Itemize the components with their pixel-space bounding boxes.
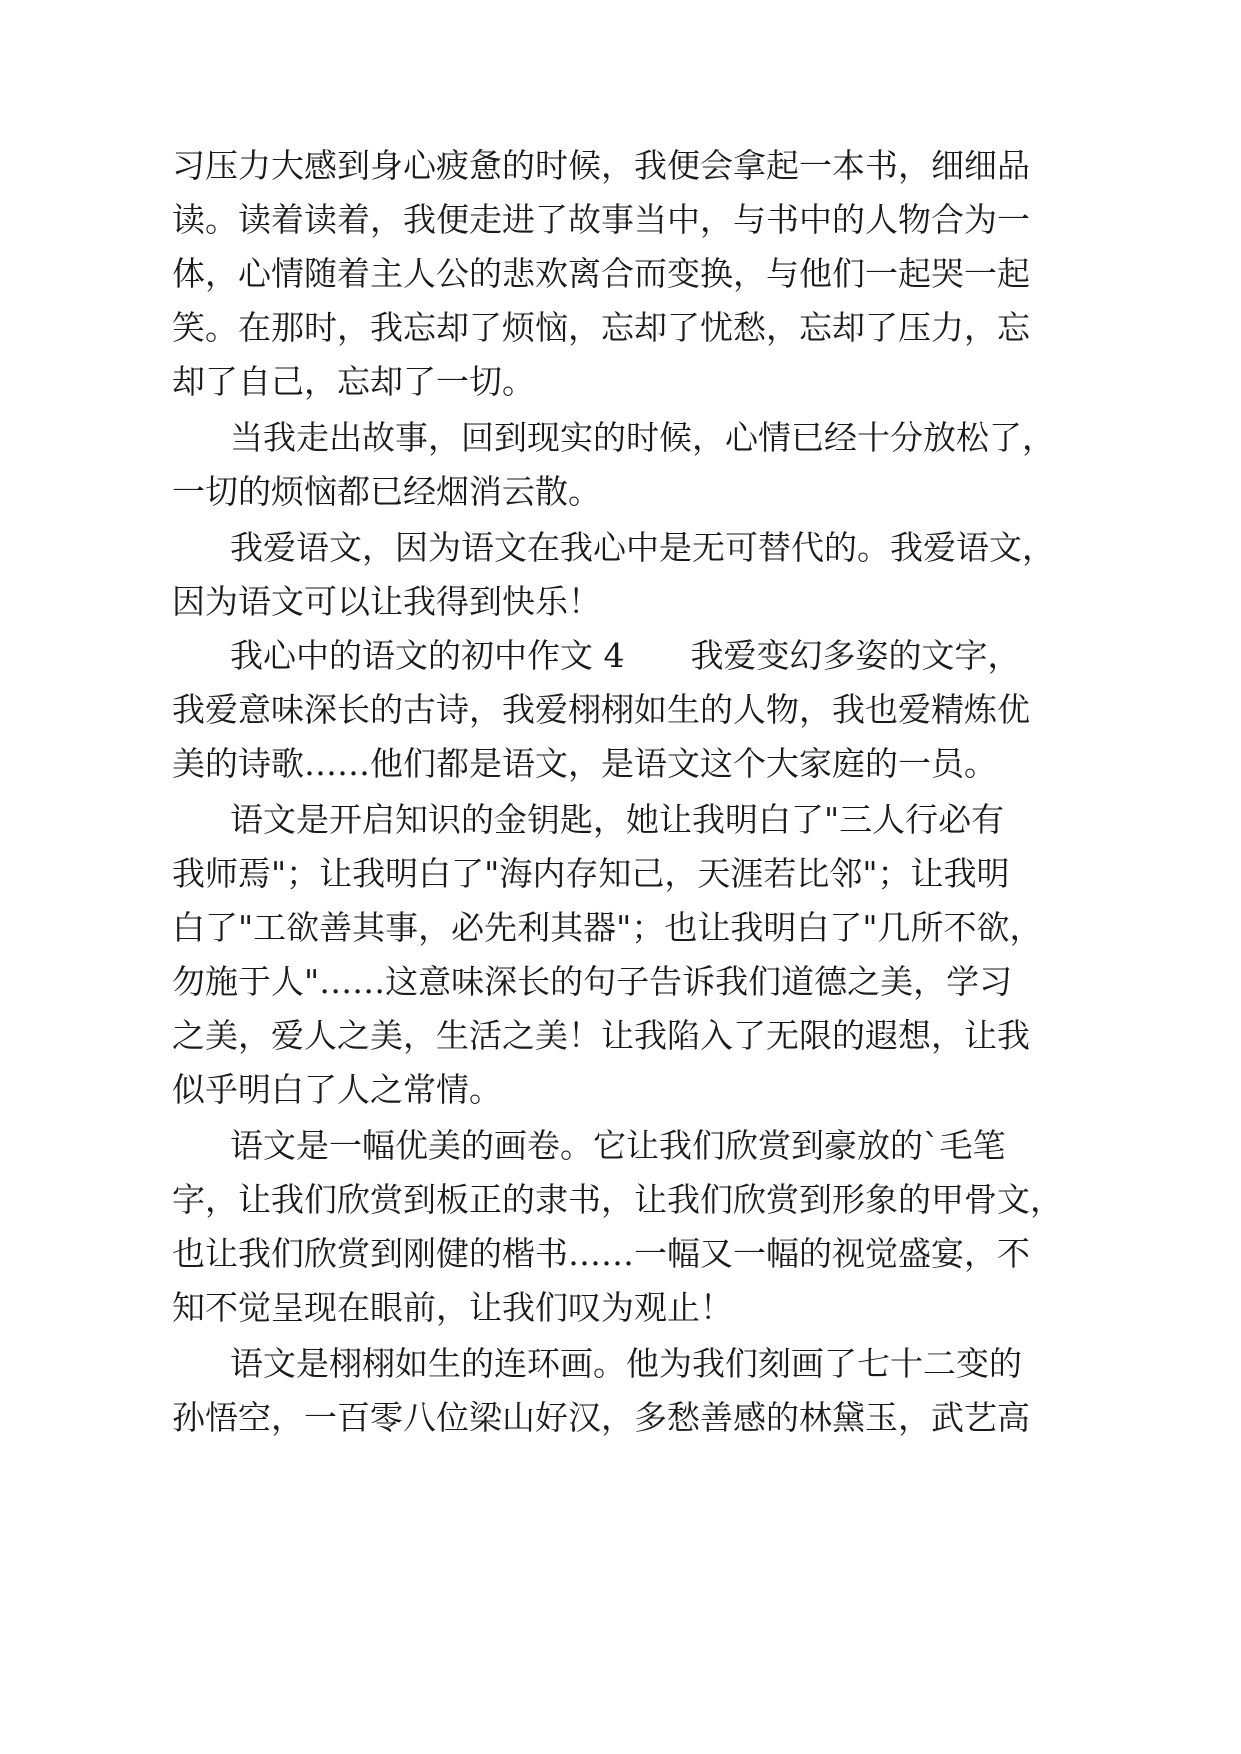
text-line-1: 习压力大感到身心疲惫的时候，我便会拿起一本书，细细品	[172, 146, 1030, 185]
text-line-20: 字，让我们欣赏到板正的隶书，让我们欣赏到形象的甲骨文，	[172, 1180, 1063, 1219]
text-line-16: 勿施于人"……这意味深长的句子告诉我们道德之美，学习	[172, 962, 1013, 1001]
text-line-7: 一切的烦恼都已经烟消云散。	[172, 472, 601, 511]
text-line-10: 我心中的语文的初中作文 4 我爱变幻多姿的文字，	[230, 636, 1021, 675]
text-line-8: 我爱语文，因为语文在我心中是无可替代的。我爱语文，	[230, 528, 1055, 567]
text-line-5: 却了自己，忘却了一切。	[172, 362, 535, 401]
text-line-6: 当我走出故事，回到现实的时候，心情已经十分放松了，	[230, 418, 1055, 457]
text-line-18: 似乎明白了人之常情。	[172, 1070, 502, 1109]
text-line-14: 我师焉"；让我明白了"海内存知己，天涯若比邻"；让我明	[172, 854, 1010, 893]
text-line-24: 孙悟空，一百零八位梁山好汉，多愁善感的林黛玉，武艺高	[172, 1398, 1030, 1437]
text-line-23: 语文是栩栩如生的连环画。他为我们刻画了七十二变的	[230, 1344, 1022, 1383]
text-line-4: 笑。在那时，我忘却了烦恼，忘却了忧愁，忘却了压力，忘	[172, 308, 1030, 347]
text-line-22: 知不觉呈现在眼前，让我们叹为观止！	[172, 1288, 733, 1327]
text-line-15: 白了"工欲善其事，必先利其器"；也让我明白了"几所不欲，	[172, 908, 1043, 947]
text-line-11: 我爱意味深长的古诗，我爱栩栩如生的人物，我也爱精炼优	[172, 690, 1030, 729]
text-line-17: 之美，爱人之美，生活之美！让我陷入了无限的遐想，让我	[172, 1016, 1030, 1055]
text-line-12: 美的诗歌……他们都是语文，是语文这个大家庭的一员。	[172, 744, 997, 783]
text-line-9: 因为语文可以让我得到快乐！	[172, 582, 601, 621]
text-line-3: 体，心情随着主人公的悲欢离合而变换，与他们一起哭一起	[172, 254, 1030, 293]
text-line-19: 语文是一幅优美的画卷。它让我们欣赏到豪放的`毛笔	[230, 1126, 1006, 1165]
text-line-21: 也让我们欣赏到刚健的楷书……一幅又一幅的视觉盛宴，不	[172, 1234, 1030, 1273]
text-line-2: 读。读着读着，我便走进了故事当中，与书中的人物合为一	[172, 200, 1030, 239]
text-line-13: 语文是开启知识的金钥匙，她让我明白了"三人行必有	[230, 800, 1005, 839]
